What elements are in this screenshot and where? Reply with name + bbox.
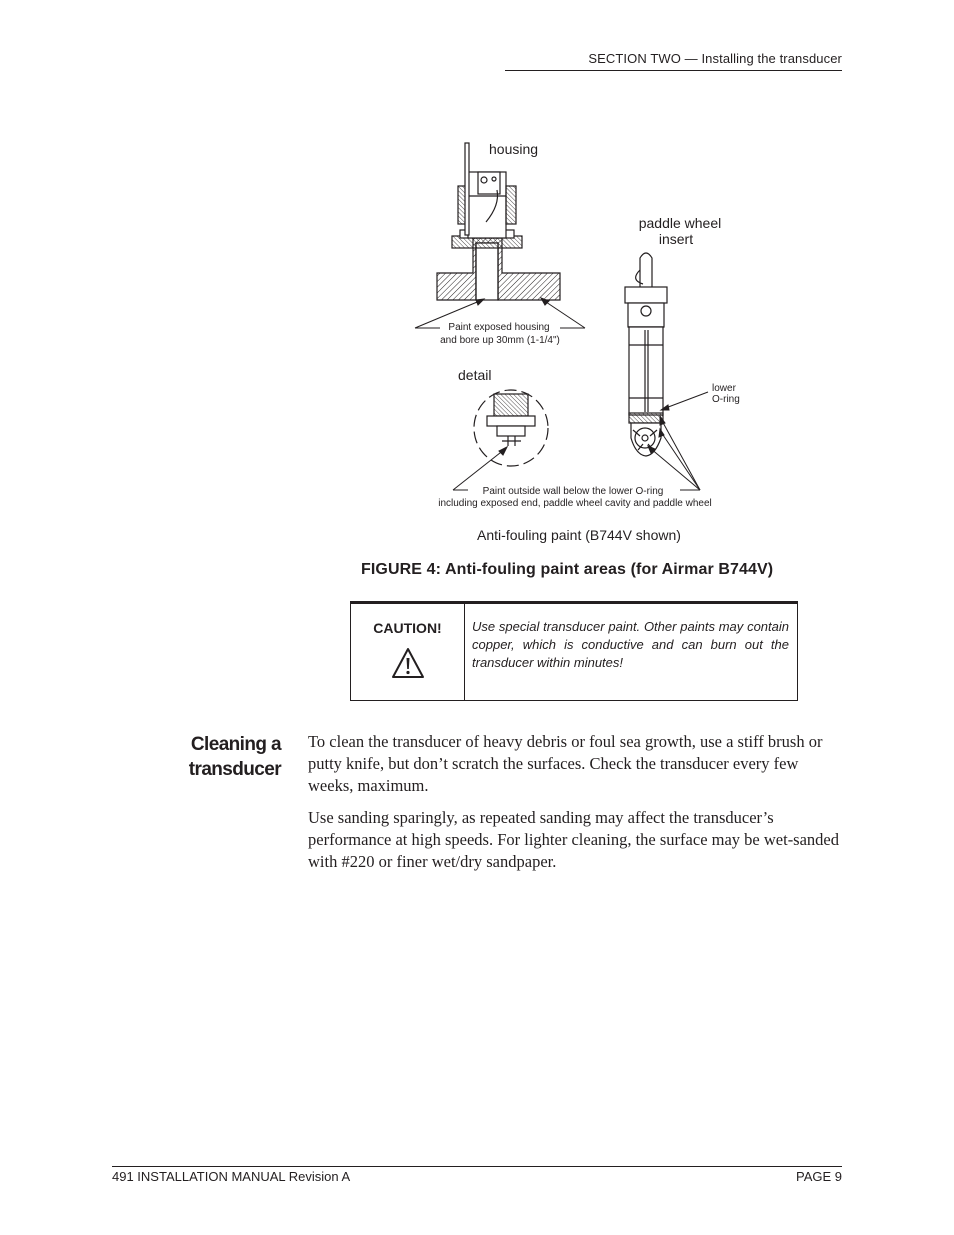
cleaning-paragraph-1: To clean the transducer of heavy debris or foul sea growth, use a stiff brush or putty knife, but don’t scratch the surfaces. Check the transducer every few weeks, maximum. bbox=[308, 732, 823, 795]
footer-manual-title: 491 INSTALLATION MANUAL Revision A bbox=[112, 1169, 351, 1184]
housing-drawing bbox=[437, 143, 560, 300]
warning-triangle-icon bbox=[391, 646, 425, 680]
running-header: SECTION TWO — Installing the transducer bbox=[588, 51, 842, 66]
caution-title: CAUTION! bbox=[373, 620, 442, 636]
section-heading-line2: transducer bbox=[188, 759, 281, 780]
label-paddle-wheel-line2: insert bbox=[658, 231, 694, 247]
cleaning-paragraph-2: Use sanding sparingly, as repeated sanding may affect the transducer’s performance at high speeds. For lighter cleaning, the surface may be wet-sanded with #220 or finer wet/dry sandpaper. bbox=[308, 808, 840, 871]
label-detail: detail bbox=[458, 367, 492, 383]
detail-drawing bbox=[474, 390, 548, 466]
section-heading bbox=[150, 732, 281, 782]
note-outside-line1: Paint outside wall below the lower O-ring bbox=[482, 486, 664, 497]
paddle-wheel-insert-drawing bbox=[625, 253, 667, 456]
footer-page-number: PAGE 9 bbox=[795, 1169, 842, 1184]
note-housing-line1: Paint exposed housing bbox=[448, 322, 550, 333]
section-heading-line1: Cleaning a bbox=[190, 734, 281, 755]
caution-box bbox=[350, 601, 798, 701]
label-paddle-wheel-line1: paddle wheel bbox=[638, 215, 722, 231]
oring-leader bbox=[661, 392, 708, 410]
caution-divider bbox=[464, 604, 465, 700]
note-housing-line2: and bore up 30mm (1-1/4") bbox=[440, 335, 560, 346]
label-lower-oring-line1: lower bbox=[712, 383, 736, 394]
label-lower-oring-line2: O-ring bbox=[712, 394, 740, 405]
label-housing: housing bbox=[489, 141, 539, 157]
caution-text: Use special transducer paint. Other paints may contain copper, which is conductive and can burn out the transducer within minutes! bbox=[472, 619, 789, 670]
outside-wall-leaders bbox=[453, 416, 700, 490]
figure-subcaption: Anti-fouling paint (B744V shown) bbox=[477, 527, 681, 543]
footer-rule bbox=[112, 1166, 842, 1167]
note-outside-line2: including exposed end, paddle wheel cavity and paddle wheel bbox=[438, 498, 712, 509]
figure-caption: FIGURE 4: Anti-fouling paint areas (for Airmar B744V) bbox=[361, 561, 774, 578]
anti-fouling-diagram bbox=[0, 0, 954, 560]
